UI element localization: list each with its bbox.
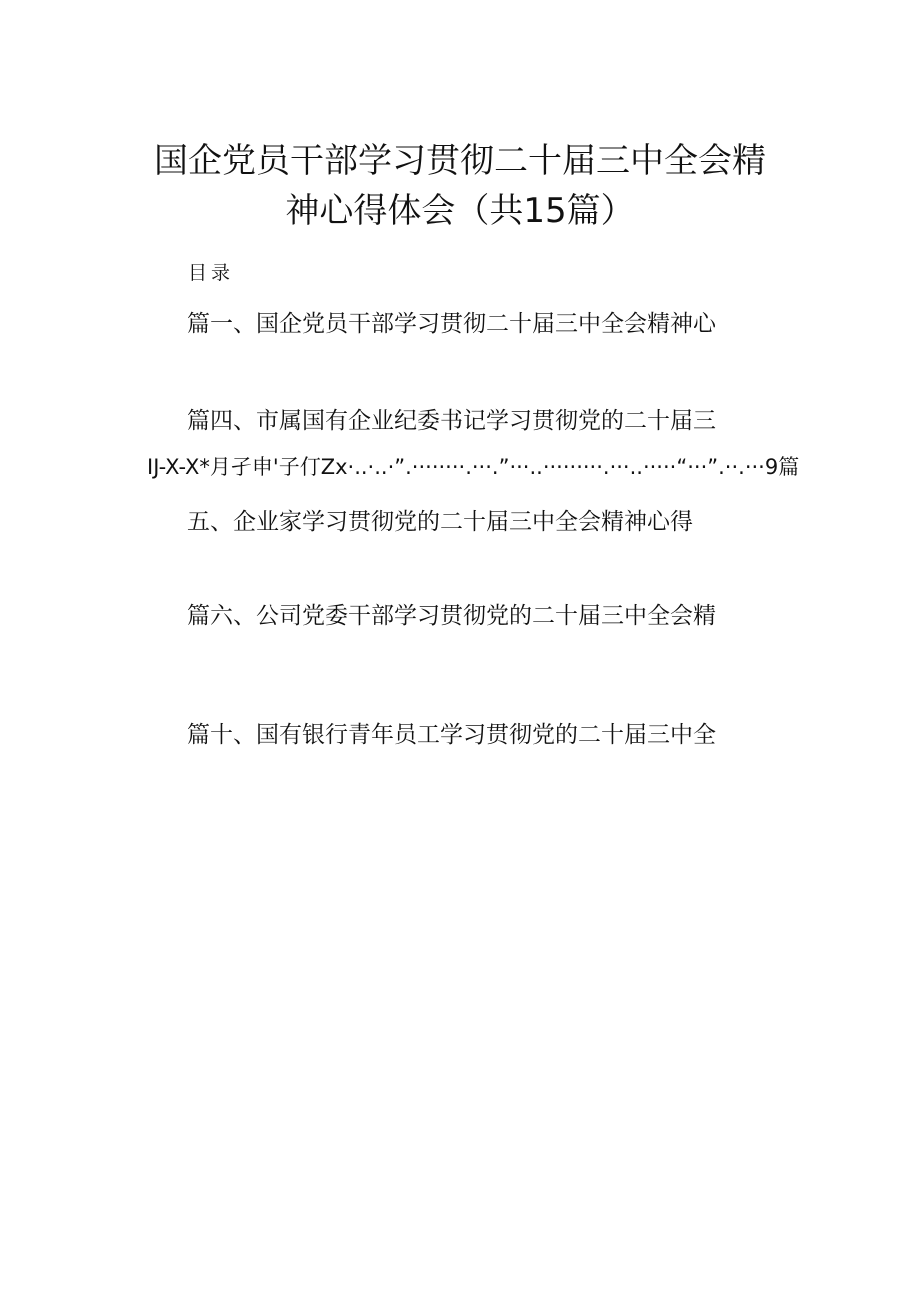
toc-entry: 篇六、公司党委干部学习贯彻党的二十届三中全会精 (187, 603, 716, 629)
toc-heading: 目录 (188, 262, 235, 284)
toc-entry: 篇十、国有银行青年员工学习贯彻党的二十届三中全 (187, 722, 716, 748)
document-title-line-1: 国企党员干部学习贯彻二十届三中全会精 (154, 141, 766, 181)
toc-entry: 篇四、市属国有企业纪委书记学习贯彻党的二十届三 (187, 408, 716, 434)
toc-entry: 五、企业家学习贯彻党的二十届三中全会精神心得 (187, 509, 693, 535)
toc-entry-garbled: IJ-X-X*月孑申'子仃Zx·..·..·”.········.···.”···..·········.···..·····“···”.··.···9篇 (147, 455, 800, 479)
toc-entry: 篇一、国企党员干部学习贯彻二十届三中全会精神心 (187, 311, 716, 337)
document-title-line-2: 神心得体会（共15篇） (285, 191, 635, 231)
